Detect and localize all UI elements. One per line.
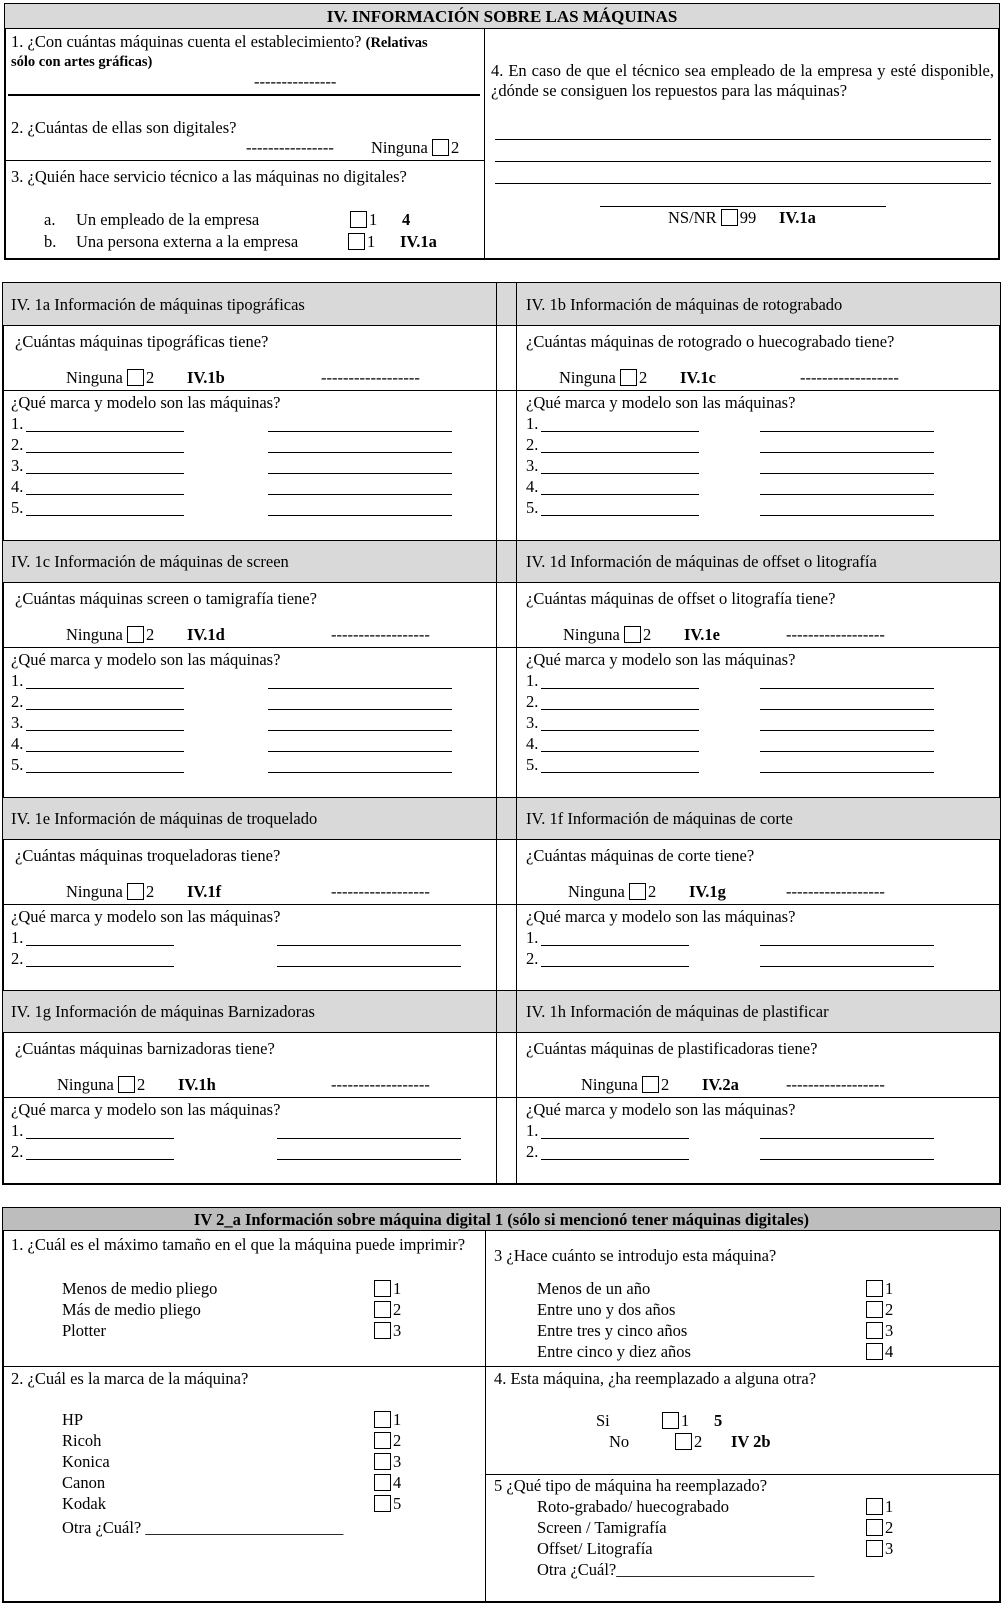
- right-model-line-number: 5.: [526, 755, 539, 774]
- left-count-answer-dash[interactable]: ------------------: [331, 625, 430, 644]
- right-model-line-number: 2.: [526, 435, 539, 454]
- right-model-line-number: 1.: [526, 1121, 539, 1140]
- d-q5-option-label: Roto-grabado/ huecograbado: [537, 1497, 729, 1516]
- right-model-line[interactable]: [760, 688, 934, 689]
- checkbox[interactable]: [348, 233, 365, 250]
- d-q3-option-label: Entre uno y dos años: [537, 1300, 676, 1319]
- d-q2-option-label: Ricoh: [62, 1431, 102, 1450]
- d-q5-label: 5 ¿Qué tipo de máquina ha reemplazado?: [494, 1476, 768, 1495]
- right-brand-line[interactable]: [541, 1138, 689, 1139]
- q4-answer-line[interactable]: [495, 139, 991, 140]
- right-model-line[interactable]: [760, 515, 934, 516]
- q2-none-option[interactable]: Ninguna 2: [371, 138, 460, 157]
- d-q2-option-check[interactable]: 2: [374, 1431, 401, 1451]
- right-brand-line[interactable]: [541, 730, 699, 731]
- left-model-line-number: 2.: [11, 949, 24, 968]
- right-block-title: IV. 1h Información de máquinas de plastificar: [526, 1002, 829, 1021]
- left-count-answer-dash[interactable]: ------------------: [331, 882, 430, 901]
- d-q3-option-check[interactable]: 2: [866, 1300, 893, 1320]
- q4-answer-line[interactable]: [600, 206, 886, 207]
- left-brand-line[interactable]: [26, 751, 184, 752]
- right-skip-code: IV.2a: [702, 1075, 739, 1094]
- left-model-line[interactable]: [268, 772, 452, 773]
- d-q1-label: 1. ¿Cuál es el máximo tamaño en el que la máquina puede imprimir?: [11, 1235, 466, 1254]
- left-brand-line[interactable]: [26, 494, 184, 495]
- q4-answer-line[interactable]: [495, 161, 991, 162]
- left-count-answer-dash[interactable]: ------------------: [321, 368, 420, 387]
- checkbox[interactable]: [866, 1301, 883, 1318]
- left-model-question: ¿Qué marca y modelo son las máquinas?: [11, 907, 281, 926]
- left-model-line[interactable]: [277, 966, 461, 967]
- checkbox[interactable]: [127, 883, 144, 900]
- checkbox[interactable]: [721, 209, 738, 226]
- left-model-line-number: 3.: [11, 456, 24, 475]
- left-model-line[interactable]: [268, 431, 452, 432]
- right-model-line[interactable]: [760, 730, 934, 731]
- d-q3-option-check[interactable]: 1: [866, 1279, 893, 1299]
- left-model-question: ¿Qué marca y modelo son las máquinas?: [11, 393, 281, 412]
- d-q3-option-label: Menos de un año: [537, 1279, 651, 1298]
- left-count-question: ¿Cuántas máquinas tipográficas tiene?: [15, 332, 269, 351]
- checkbox[interactable]: [127, 626, 144, 643]
- d-q5-option-check[interactable]: 1: [866, 1497, 893, 1517]
- left-model-line-number: 2.: [11, 692, 24, 711]
- d-q4-no[interactable]: No: [609, 1432, 630, 1451]
- left-model-question: ¿Qué marca y modelo son las máquinas?: [11, 650, 281, 669]
- q1-note: sólo con artes gráficas): [11, 54, 153, 70]
- right-model-line-number: 3.: [526, 713, 539, 732]
- d-q5-other[interactable]: Otra ¿Cuál?________________________: [537, 1560, 815, 1579]
- left-model-line[interactable]: [268, 688, 452, 689]
- left-count-answer-dash[interactable]: ------------------: [331, 1075, 430, 1094]
- left-brand-line[interactable]: [26, 473, 184, 474]
- right-model-line[interactable]: [760, 473, 934, 474]
- left-model-line[interactable]: [277, 1138, 461, 1139]
- d-q2-option-check[interactable]: 4: [374, 1473, 401, 1493]
- left-model-question: ¿Qué marca y modelo son las máquinas?: [11, 1100, 281, 1119]
- q4-answer-line[interactable]: [495, 183, 991, 184]
- right-model-line[interactable]: [760, 751, 934, 752]
- d-q1-option-check[interactable]: 3: [374, 1321, 401, 1341]
- q3-option-a-check[interactable]: 1: [350, 210, 377, 230]
- section-iv-title: IV. INFORMACIÓN SOBRE LAS MÁQUINAS: [5, 4, 999, 29]
- right-skip-code: IV.1e: [684, 625, 720, 644]
- checkbox[interactable]: [866, 1343, 883, 1360]
- checkbox[interactable]: [866, 1322, 883, 1339]
- right-brand-line[interactable]: [541, 688, 699, 689]
- d-q3-label: 3 ¿Hace cuánto se introdujo esta máquina?: [494, 1246, 777, 1265]
- q3-option-b-label: Una persona externa a la empresa: [76, 232, 299, 251]
- right-model-question: ¿Qué marca y modelo son las máquinas?: [526, 907, 796, 926]
- left-block-title: IV. 1c Información de máquinas de screen: [11, 552, 289, 571]
- d-q4-label: 4. Esta máquina, ¿ha reemplazado a alguna otra?: [494, 1369, 817, 1388]
- right-model-line-number: 5.: [526, 498, 539, 517]
- checkbox[interactable]: [374, 1280, 391, 1297]
- left-block-title: IV. 1a Información de máquinas tipográficas: [11, 295, 305, 314]
- right-model-line[interactable]: [760, 709, 934, 710]
- checkbox[interactable]: [662, 1412, 679, 1429]
- right-model-line-number: 1.: [526, 928, 539, 947]
- d-q4-si-check[interactable]: 1: [662, 1411, 689, 1431]
- q2-label: 2. ¿Cuántas de ellas son digitales?: [11, 118, 237, 137]
- q4-skip: IV.1a: [779, 208, 816, 227]
- right-brand-line[interactable]: [541, 1159, 689, 1160]
- right-brand-line[interactable]: [541, 431, 699, 432]
- checkbox[interactable]: [866, 1540, 883, 1557]
- checkbox[interactable]: [374, 1411, 391, 1428]
- checkbox[interactable]: [866, 1498, 883, 1515]
- right-skip-code: IV.1g: [689, 882, 726, 901]
- right-brand-line[interactable]: [541, 945, 689, 946]
- right-block-title: IV. 1d Información de máquinas de offset o litografía: [526, 552, 877, 571]
- right-count-answer-dash[interactable]: ------------------: [786, 625, 885, 644]
- left-skip-code: IV.1f: [187, 882, 222, 901]
- left-skip-code: IV.1b: [187, 368, 225, 387]
- right-none-option[interactable]: Ninguna 2: [581, 1075, 670, 1094]
- left-model-line[interactable]: [268, 452, 452, 453]
- right-brand-line[interactable]: [541, 452, 699, 453]
- left-model-line[interactable]: [277, 1159, 461, 1160]
- right-block-title: IV. 1f Información de máquinas de corte: [526, 809, 793, 828]
- d-q5-option-check[interactable]: 3: [866, 1539, 893, 1559]
- checkbox[interactable]: [118, 1076, 135, 1093]
- right-brand-line[interactable]: [541, 494, 699, 495]
- checkbox[interactable]: [629, 883, 646, 900]
- d-q3-option-check[interactable]: 3: [866, 1321, 893, 1341]
- left-none-option[interactable]: Ninguna 2: [66, 625, 155, 644]
- right-count-answer-dash[interactable]: ------------------: [786, 1075, 885, 1094]
- d-q5-option-label: Offset/ Litografía: [537, 1539, 653, 1558]
- left-block-title: IV. 1e Información de máquinas de troquelado: [11, 809, 318, 828]
- left-model-line[interactable]: [268, 494, 452, 495]
- right-brand-line[interactable]: [541, 751, 699, 752]
- checkbox[interactable]: [866, 1280, 883, 1297]
- left-none-option[interactable]: Ninguna 2: [66, 882, 155, 901]
- right-model-line[interactable]: [760, 494, 934, 495]
- right-brand-line[interactable]: [541, 966, 689, 967]
- d-q1-option-label: Plotter: [62, 1321, 106, 1340]
- right-model-line[interactable]: [760, 431, 934, 432]
- left-count-question: ¿Cuántas máquinas screen o tamigrafía tiene?: [15, 589, 317, 608]
- left-brand-line[interactable]: [26, 515, 184, 516]
- d-q2-option-label: Canon: [62, 1473, 106, 1492]
- right-brand-line[interactable]: [541, 709, 699, 710]
- d-q2-option-label: Kodak: [62, 1494, 106, 1513]
- checkbox[interactable]: [127, 369, 144, 386]
- right-model-line[interactable]: [760, 1159, 934, 1160]
- right-model-line[interactable]: [760, 1138, 934, 1139]
- right-model-line-number: 2.: [526, 949, 539, 968]
- checkbox[interactable]: [374, 1495, 391, 1512]
- checkbox[interactable]: [374, 1432, 391, 1449]
- left-skip-code: IV.1h: [178, 1075, 216, 1094]
- d-q4-si-skip: 5: [714, 1411, 723, 1430]
- section-iv2a-box: [2, 1207, 1001, 1603]
- q1-answer-dash[interactable]: ---------------: [254, 72, 337, 91]
- q3-option-b-check[interactable]: 1: [348, 232, 375, 252]
- checkbox[interactable]: [866, 1519, 883, 1536]
- left-model-line-number: 5.: [11, 498, 24, 517]
- d-q3-option-label: Entre tres y cinco años: [537, 1321, 688, 1340]
- left-none-option[interactable]: Ninguna 2: [57, 1075, 146, 1094]
- d-q5-option-check[interactable]: 2: [866, 1518, 893, 1538]
- right-model-question: ¿Qué marca y modelo son las máquinas?: [526, 650, 796, 669]
- left-count-question: ¿Cuántas máquinas troqueladoras tiene?: [15, 846, 281, 865]
- right-model-question: ¿Qué marca y modelo son las máquinas?: [526, 393, 796, 412]
- checkbox[interactable]: [432, 139, 449, 156]
- right-model-line[interactable]: [760, 772, 934, 773]
- q3-option-a-label: Un empleado de la empresa: [76, 210, 260, 229]
- right-model-line-number: 4.: [526, 734, 539, 753]
- left-block-title: IV. 1g Información de máquinas Barnizadoras: [11, 1002, 315, 1021]
- q3-option-b: b.: [44, 232, 57, 251]
- left-none-option[interactable]: Ninguna 2: [66, 368, 155, 387]
- right-count-question: ¿Cuántas máquinas de plastificadoras tiene?: [526, 1039, 818, 1058]
- left-model-line-number: 5.: [11, 755, 24, 774]
- q3-option-a: a.: [44, 210, 56, 229]
- q1-label: 1. ¿Con cuántas máquinas cuenta el establecimiento? (Relativas: [11, 32, 428, 51]
- d-q2-option-check[interactable]: 3: [374, 1452, 401, 1472]
- right-brand-line[interactable]: [541, 515, 699, 516]
- left-brand-line[interactable]: [26, 772, 184, 773]
- right-count-answer-dash[interactable]: ------------------: [786, 882, 885, 901]
- checkbox[interactable]: [374, 1301, 391, 1318]
- left-brand-line[interactable]: [26, 1138, 174, 1139]
- d-q1-option-check[interactable]: 1: [374, 1279, 401, 1299]
- left-brand-line[interactable]: [26, 452, 184, 453]
- left-model-line-number: 1.: [11, 1121, 24, 1140]
- left-skip-code: IV.1d: [187, 625, 225, 644]
- right-count-question: ¿Cuántas máquinas de offset o litografía tiene?: [526, 589, 836, 608]
- left-brand-line[interactable]: [26, 966, 174, 967]
- d-q2-other[interactable]: Otra ¿Cuál? ________________________: [62, 1518, 344, 1537]
- right-model-line-number: 2.: [526, 692, 539, 711]
- q3-option-a-skip: 4: [402, 210, 411, 229]
- q3-option-b-skip: IV.1a: [400, 232, 437, 251]
- right-model-question: ¿Qué marca y modelo son las máquinas?: [526, 1100, 796, 1119]
- left-brand-line[interactable]: [26, 730, 184, 731]
- right-model-line-number: 2.: [526, 1142, 539, 1161]
- d-q2-option-check[interactable]: 5: [374, 1494, 401, 1514]
- d-q2-option-label: HP: [62, 1410, 84, 1429]
- right-model-line[interactable]: [760, 945, 934, 946]
- left-model-line[interactable]: [268, 709, 452, 710]
- left-model-line-number: 1.: [11, 928, 24, 947]
- right-skip-code: IV.1c: [680, 368, 716, 387]
- checkbox[interactable]: [624, 626, 641, 643]
- left-model-line-number: 1.: [11, 414, 24, 433]
- left-model-line[interactable]: [268, 751, 452, 752]
- d-q2-option-check[interactable]: 1: [374, 1410, 401, 1430]
- left-brand-line[interactable]: [26, 1159, 174, 1160]
- right-none-option[interactable]: Ninguna 2: [563, 625, 652, 644]
- checkbox[interactable]: [374, 1474, 391, 1491]
- d-q4-no-skip: IV 2b: [731, 1432, 771, 1451]
- left-model-line[interactable]: [277, 945, 461, 946]
- left-model-line[interactable]: [268, 730, 452, 731]
- left-model-line-number: 2.: [11, 435, 24, 454]
- d-q2-option-label: Konica: [62, 1452, 110, 1471]
- right-block-title: IV. 1b Información de máquinas de rotograbado: [526, 295, 843, 314]
- right-model-line-number: 4.: [526, 477, 539, 496]
- q4-label: 4. En caso de que el técnico sea empleado de la empresa y esté disponible, ¿dónde se consiguen los repuestos para las máquinas?: [491, 61, 994, 100]
- checkbox[interactable]: [374, 1453, 391, 1470]
- right-count-question: ¿Cuántas máquinas de corte tiene?: [526, 846, 755, 865]
- left-model-line-number: 4.: [11, 734, 24, 753]
- q2-answer-dash[interactable]: ----------------: [246, 138, 334, 157]
- right-model-line-number: 1.: [526, 671, 539, 690]
- right-model-line[interactable]: [760, 966, 934, 967]
- left-brand-line[interactable]: [26, 688, 184, 689]
- q3-label: 3. ¿Quién hace servicio técnico a las máquinas no digitales?: [11, 167, 407, 186]
- right-model-line[interactable]: [760, 452, 934, 453]
- d-q1-option-label: Más de medio pliego: [62, 1300, 201, 1319]
- d-q4-si[interactable]: Si: [596, 1411, 610, 1430]
- left-count-question: ¿Cuántas máquinas barnizadoras tiene?: [15, 1039, 275, 1058]
- left-model-line-number: 3.: [11, 713, 24, 732]
- right-model-line-number: 1.: [526, 414, 539, 433]
- right-none-option[interactable]: Ninguna 2: [559, 368, 648, 387]
- left-brand-line[interactable]: [26, 945, 174, 946]
- left-model-line[interactable]: [268, 515, 452, 516]
- d-q3-option-check[interactable]: 4: [866, 1342, 893, 1362]
- left-model-line[interactable]: [268, 473, 452, 474]
- d-q1-option-label: Menos de medio pliego: [62, 1279, 218, 1298]
- checkbox[interactable]: [620, 369, 637, 386]
- left-brand-line[interactable]: [26, 431, 184, 432]
- checkbox[interactable]: [350, 211, 367, 228]
- left-model-line-number: 4.: [11, 477, 24, 496]
- section-iv2a-title: IV 2_a Información sobre máquina digital 1 (sólo si mencionó tener máquinas digitales): [3, 1208, 1000, 1231]
- left-model-line-number: 2.: [11, 1142, 24, 1161]
- right-none-option[interactable]: Ninguna 2: [568, 882, 657, 901]
- right-brand-line[interactable]: [541, 473, 699, 474]
- left-brand-line[interactable]: [26, 709, 184, 710]
- checkbox[interactable]: [642, 1076, 659, 1093]
- d-q1-option-check[interactable]: 2: [374, 1300, 401, 1320]
- right-brand-line[interactable]: [541, 772, 699, 773]
- right-model-line-number: 3.: [526, 456, 539, 475]
- q4-nsnr-option[interactable]: NS/NR 99: [668, 208, 757, 227]
- d-q2-label: 2. ¿Cuál es la marca de la máquina?: [11, 1369, 249, 1388]
- d-q4-no-check[interactable]: 2: [675, 1432, 702, 1452]
- right-count-question: ¿Cuántas máquinas de rotogrado o huecograbado tiene?: [526, 332, 895, 351]
- d-q5-option-label: Screen / Tamigrafía: [537, 1518, 667, 1537]
- d-q3-option-label: Entre cinco y diez años: [537, 1342, 691, 1361]
- checkbox[interactable]: [374, 1322, 391, 1339]
- left-model-line-number: 1.: [11, 671, 24, 690]
- right-count-answer-dash[interactable]: ------------------: [800, 368, 899, 387]
- checkbox[interactable]: [675, 1433, 692, 1450]
